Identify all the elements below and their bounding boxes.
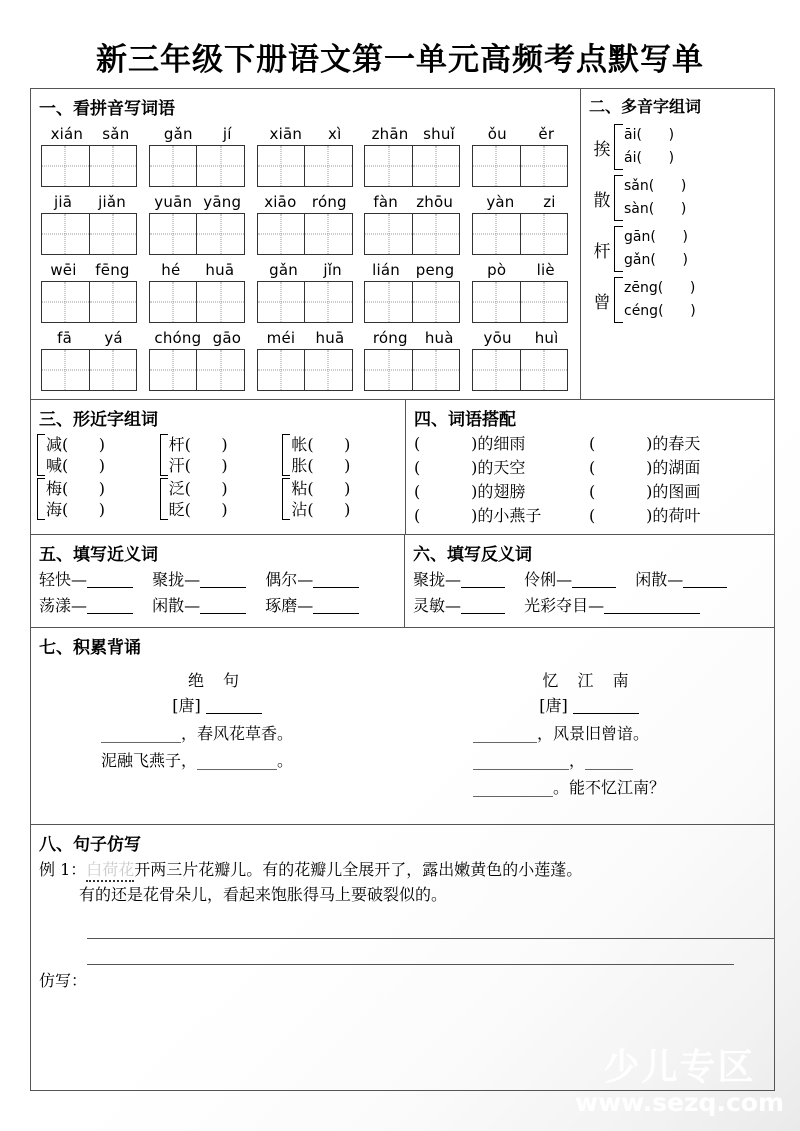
pinyin-item	[149, 191, 247, 257]
pinyin-item	[41, 191, 139, 257]
tianzige-box[interactable]	[257, 145, 353, 187]
dapei-item[interactable]: ( )的翅膀	[414, 482, 526, 501]
example-faint-text: 白荷花	[86, 860, 134, 882]
jinyici-item	[39, 567, 133, 593]
section-5-heading: 五、填写近义词	[39, 545, 158, 565]
section-7-beisong	[31, 628, 775, 824]
page-title: 新三年级下册语文第一单元高频考点默写单	[96, 42, 704, 78]
tianzige-box[interactable]	[364, 281, 460, 323]
answer-blank[interactable]	[461, 572, 505, 588]
row-section-7	[31, 628, 774, 825]
xingjinzi-entry[interactable]: 喊( )	[46, 456, 106, 475]
row-sections-5-6	[31, 535, 774, 628]
dapei-row	[406, 432, 774, 456]
jinyici-row	[31, 567, 404, 593]
section-2-heading: 二、多音字组词	[589, 97, 702, 116]
pinyin-text: gǎn	[269, 261, 298, 279]
brace-icon	[160, 434, 168, 476]
pinyin-text: zhān	[371, 125, 409, 143]
tianzige-box[interactable]	[364, 145, 460, 187]
tianzige-box[interactable]	[472, 349, 568, 391]
word-label: 偶尔—	[265, 570, 314, 589]
xingjinzi-pair	[37, 478, 160, 520]
section-4-heading: 四、词语搭配	[414, 410, 516, 430]
tianzige-box[interactable]	[41, 213, 137, 255]
pinyin-text: liè	[536, 261, 555, 279]
pinyin-item	[149, 259, 247, 325]
pinyin-item	[257, 191, 355, 257]
xingjinzi-entry[interactable]: 帐( )	[291, 435, 351, 454]
duoyinzi-entry[interactable]: ái( )	[624, 150, 675, 166]
poem-line[interactable]: __________，春风花草香。	[101, 724, 294, 743]
tianzige-box[interactable]	[364, 349, 460, 391]
pinyin-item	[41, 123, 139, 189]
word-label: 闲散—	[152, 596, 201, 615]
section-4-dapei	[406, 400, 774, 534]
section-8-heading: 八、句子仿写	[39, 835, 141, 855]
jinyici-item	[152, 593, 246, 619]
pinyin-item	[472, 327, 570, 393]
dapei-row	[406, 456, 774, 480]
poem-line[interactable]: 泥融飞燕子，__________。	[101, 751, 294, 770]
section-2-duoyinzi	[581, 89, 774, 399]
poem-dynasty: [唐]	[172, 696, 201, 715]
pinyin-text: chóng	[154, 329, 202, 347]
pinyin-item	[472, 259, 570, 325]
section-1-pinyin	[31, 89, 581, 399]
dapei-item[interactable]: ( )的天空	[414, 458, 526, 477]
xingjinzi-entry[interactable]: 汗( )	[168, 456, 228, 475]
answer-blank[interactable]	[200, 572, 246, 588]
pinyin-text: wēi	[50, 261, 77, 279]
duoyinzi-entry[interactable]: gān( )	[624, 229, 688, 245]
xingjinzi-pair	[160, 478, 283, 520]
duoyinzi-char: 散	[593, 190, 611, 211]
poem-line[interactable]: __________。能不忆江南？	[473, 778, 666, 797]
pinyin-row	[31, 327, 580, 393]
duoyinzi-entry[interactable]: gǎn( )	[624, 252, 688, 268]
brace-icon	[614, 175, 623, 221]
pinyin-text: huì	[534, 329, 559, 347]
xingjinzi-entry[interactable]: 胀( )	[291, 456, 351, 475]
section-3-heading: 三、形近字组词	[39, 410, 158, 430]
tianzige-box[interactable]	[364, 213, 460, 255]
pinyin-text: yá	[104, 329, 123, 347]
answer-write-line[interactable]	[87, 913, 774, 939]
tianzige-box[interactable]	[149, 145, 245, 187]
answer-blank[interactable]	[573, 698, 639, 714]
jinyici-item	[265, 593, 359, 619]
dapei-row	[406, 504, 774, 528]
jinyici-item	[265, 567, 359, 593]
watermark-brand: 少儿专区	[603, 1047, 756, 1088]
jinyici-item	[39, 593, 133, 619]
pinyin-text: ěr	[538, 125, 555, 143]
tianzige-box[interactable]	[257, 349, 353, 391]
brace-icon	[37, 434, 45, 476]
dapei-item[interactable]: ( )的湖面	[589, 458, 701, 477]
example-text: 开两三片花瓣儿。有的花瓣儿全展开了，露出嫩黄色的小莲蓬。	[134, 860, 583, 879]
section-6-fanyici	[405, 535, 774, 627]
word-label: 灵敏—	[413, 596, 462, 615]
section-8-fangxie	[31, 825, 774, 991]
tianzige-box[interactable]	[149, 349, 245, 391]
row-sections-3-4	[31, 400, 774, 535]
answer-blank[interactable]	[313, 572, 359, 588]
brace-icon	[614, 226, 623, 272]
example-line-1	[31, 857, 774, 882]
pinyin-text: huā	[315, 329, 345, 347]
tianzige-box[interactable]	[472, 145, 568, 187]
brace-icon	[160, 478, 168, 520]
poem-dynasty: [唐]	[539, 696, 568, 715]
section-3-xingjinzi	[31, 400, 406, 534]
tianzige-box[interactable]	[149, 281, 245, 323]
dapei-item[interactable]: ( )的图画	[589, 482, 701, 501]
duoyinzi-group	[591, 175, 774, 221]
tianzige-box[interactable]	[41, 145, 137, 187]
xingjinzi-pair	[282, 478, 405, 520]
fanyici-item	[413, 567, 505, 593]
answer-blank[interactable]	[87, 598, 133, 614]
poem-author	[403, 693, 775, 716]
pinyin-text: xián	[50, 125, 84, 143]
duoyinzi-entry[interactable]: zēng( )	[624, 280, 696, 296]
duoyinzi-entry[interactable]: sǎn( )	[624, 178, 687, 194]
tianzige-box[interactable]	[149, 213, 245, 255]
word-label: 聚拢—	[152, 570, 201, 589]
section-7-heading: 七、积累背诵	[39, 638, 141, 658]
answer-blank[interactable]	[461, 598, 505, 614]
duoyinzi-entry[interactable]: āi( )	[624, 127, 675, 143]
poem-yijiangnan	[403, 660, 775, 801]
xingjinzi-grid	[31, 432, 405, 520]
poem-line[interactable]: ________，风景旧曾谙。	[473, 724, 650, 743]
section-6-heading: 六、填写反义词	[413, 545, 532, 565]
pinyin-text: lián	[372, 261, 400, 279]
pinyin-item	[41, 259, 139, 325]
pinyin-text: jiǎn	[98, 193, 126, 211]
xingjinzi-pair	[282, 434, 405, 476]
pinyin-item	[257, 123, 355, 189]
pinyin-item	[364, 259, 462, 325]
brace-icon	[282, 478, 290, 520]
xingjinzi-entry[interactable]: 杆( )	[168, 435, 228, 454]
pinyin-rows	[31, 123, 580, 393]
pinyin-text: peng	[415, 261, 455, 279]
pinyin-item	[364, 327, 462, 393]
tianzige-box[interactable]	[257, 281, 353, 323]
poem-jueju	[31, 660, 403, 801]
answer-blank[interactable]	[87, 572, 133, 588]
pinyin-item	[472, 123, 570, 189]
pinyin-item	[149, 327, 247, 393]
duoyinzi-group	[591, 277, 774, 323]
pinyin-text: yàn	[486, 193, 515, 211]
pinyin-text: hé	[161, 261, 181, 279]
xingjinzi-entry[interactable]: 减( )	[46, 435, 106, 454]
poem-author	[31, 693, 403, 716]
poem-line[interactable]: ____________，______	[473, 751, 634, 770]
tianzige-box[interactable]	[472, 213, 568, 255]
answer-blank[interactable]	[604, 598, 700, 614]
pinyin-text: gǎn	[163, 125, 193, 143]
pinyin-text: méi	[266, 329, 296, 347]
duoyinzi-group	[591, 124, 774, 170]
pinyin-text: shuǐ	[423, 125, 455, 143]
tianzige-box[interactable]	[257, 213, 353, 255]
tianzige-box[interactable]	[472, 281, 568, 323]
xingjinzi-entry[interactable]: 梅( )	[46, 479, 106, 498]
section-5-jinyici	[31, 535, 405, 627]
pinyin-text: fàn	[373, 193, 398, 211]
word-label: 轻快—	[39, 570, 88, 589]
row-section-8	[31, 825, 774, 991]
poem-title: 忆 江 南	[542, 671, 636, 690]
dapei-row	[406, 480, 774, 504]
pinyin-item	[472, 191, 570, 257]
pinyin-text: róng	[372, 329, 408, 347]
fanyici-item	[524, 567, 616, 593]
answer-label: 仿写：	[39, 971, 88, 990]
pinyin-text: xì	[328, 125, 342, 143]
pinyin-item	[364, 123, 462, 189]
word-label: 光彩夺目—	[524, 596, 605, 615]
dapei-item[interactable]: ( )的荷叶	[589, 506, 701, 525]
jinyici-row	[31, 593, 404, 619]
brace-icon	[282, 434, 290, 476]
pinyin-text: yōu	[483, 329, 512, 347]
pinyin-text: huà	[424, 329, 454, 347]
duoyinzi-group	[591, 226, 774, 272]
pinyin-text: róng	[311, 193, 347, 211]
answer-write-line[interactable]	[87, 965, 664, 991]
pinyin-text: yāng	[203, 193, 242, 211]
answer-write-line[interactable]	[87, 939, 734, 965]
pinyin-item	[257, 327, 355, 393]
xingjinzi-entry[interactable]: 沾( )	[291, 500, 351, 519]
pinyin-item	[257, 259, 355, 325]
duoyinzi-char: 曾	[593, 292, 611, 313]
pinyin-text: huā	[205, 261, 235, 279]
dapei-item[interactable]: ( )的细雨	[414, 434, 526, 453]
pinyin-text: jí	[222, 125, 232, 143]
pinyin-text: xiāo	[264, 193, 297, 211]
word-label: 聚拢—	[413, 570, 462, 589]
section-1-heading: 一、看拼音写词语	[39, 99, 175, 119]
answer-blank[interactable]	[683, 572, 727, 588]
poem-list	[31, 660, 775, 801]
pinyin-item	[149, 123, 247, 189]
answer-blank[interactable]	[200, 598, 246, 614]
xingjinzi-entry[interactable]: 粘( )	[291, 479, 351, 498]
row-sections-1-2	[31, 89, 774, 400]
duoyinzi-char: 挨	[593, 139, 611, 160]
fanyici-item	[524, 593, 700, 619]
answer-blank[interactable]	[313, 598, 359, 614]
duoyinzi-entry[interactable]: sàn( )	[624, 201, 687, 217]
pinyin-text: gāo	[212, 329, 242, 347]
duoyinzi-entry[interactable]: céng( )	[624, 303, 696, 319]
pinyin-text: fēng	[95, 261, 130, 279]
fanyici-row	[405, 567, 774, 593]
answer-blank[interactable]	[572, 572, 616, 588]
pinyin-row	[31, 123, 580, 189]
pinyin-text: zi	[543, 193, 556, 211]
poem-title: 绝 句	[187, 671, 247, 690]
pinyin-text: sǎn	[102, 125, 130, 143]
answer-area	[31, 913, 774, 991]
pinyin-row	[31, 191, 580, 257]
word-label: 琢磨—	[265, 596, 314, 615]
pinyin-text: pò	[487, 261, 507, 279]
fanyici-item	[635, 567, 727, 593]
worksheet-table	[30, 88, 775, 1091]
example-label: 例 1：	[39, 860, 87, 879]
xingjinzi-pair	[160, 434, 283, 476]
pinyin-item	[364, 191, 462, 257]
jinyici-item	[152, 567, 246, 593]
pinyin-text: ǒu	[487, 125, 507, 143]
dapei-item[interactable]: ( )的小燕子	[414, 506, 542, 525]
xingjinzi-entry[interactable]: 海( )	[46, 500, 106, 519]
pinyin-text: zhōu	[416, 193, 454, 211]
xingjinzi-entry[interactable]: 泛( )	[168, 479, 228, 498]
brace-icon	[614, 277, 623, 323]
dapei-item[interactable]: ( )的春天	[589, 434, 701, 453]
xingjinzi-entry[interactable]: 眨( )	[168, 500, 228, 519]
pinyin-text: yuān	[154, 193, 193, 211]
watermark-url: www.sezq.com	[574, 1088, 784, 1117]
pinyin-row	[31, 259, 580, 325]
fanyici-row	[405, 593, 774, 619]
example-line-2: 有的还是花骨朵儿，看起来饱胀得马上要破裂似的。	[79, 885, 448, 904]
word-label: 伶俐—	[524, 570, 573, 589]
pinyin-text: jǐn	[323, 261, 342, 279]
fanyici-item	[413, 593, 505, 619]
pinyin-text: xiān	[269, 125, 303, 143]
word-label: 闲散—	[635, 570, 684, 589]
duoyinzi-char: 杆	[593, 241, 611, 262]
tianzige-box[interactable]	[41, 349, 137, 391]
watermark	[575, 1048, 784, 1117]
pinyin-item	[41, 327, 139, 393]
word-label: 荡漾—	[39, 596, 88, 615]
xingjinzi-pair	[37, 434, 160, 476]
pinyin-text: jiā	[54, 193, 73, 211]
tianzige-box[interactable]	[41, 281, 137, 323]
brace-icon	[37, 478, 45, 520]
brace-icon	[614, 124, 623, 170]
pinyin-text: fā	[57, 329, 73, 347]
answer-blank[interactable]	[206, 698, 262, 714]
